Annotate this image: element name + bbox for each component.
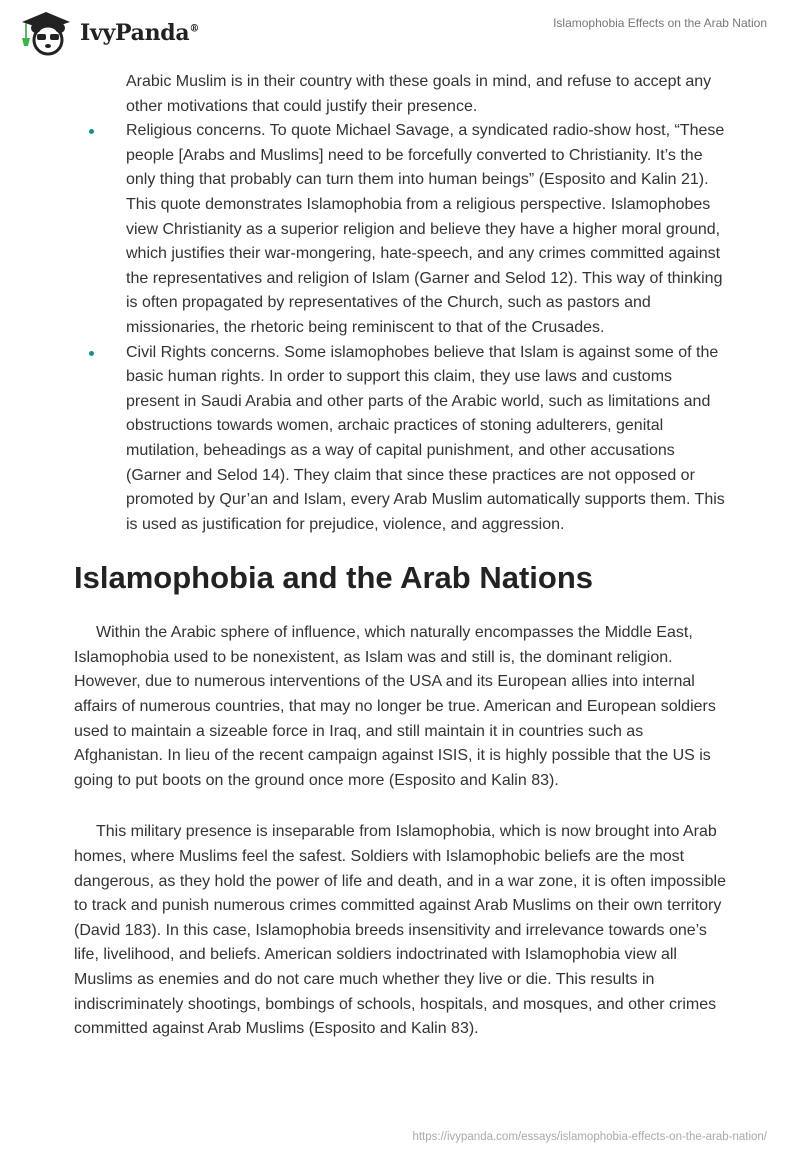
ivypanda-logo[interactable]	[18, 10, 199, 56]
brand-name: IvyPanda®	[80, 20, 200, 46]
paragraph: Within the Arabic sphere of influence, which naturally encompasses the Middle East, Islamophobia used to be nonexistent, as Islam was and still is, the dominant religion. However, due to numerous interventions of the USA and its European allies into internal affairs of numerous countries, that may no longer be true. American and European soldiers used to maintain a sizeable force in Iraq, and still maintain it in countries such as Afghanistan. In lieu of the recent campaign against ISIS, it is highly possible that the US is going to put boots on the ground once more (Esposito and Kalin 83).	[74, 624, 716, 789]
header	[0, 0, 800, 60]
bullet-list	[74, 119, 734, 537]
panda-graduate-icon	[18, 10, 74, 56]
bullet-icon	[89, 351, 94, 356]
list-item-text: Religious concerns. To quote Michael Savage, a syndicated radio-show host, “These people [Arabs and Muslims] need to be forcefully converted to Christianity. It’s the only thing that probably can turn them into human beings” (Esposito and Kalin 21). This quote demonstrates Islamophobia from a religious perspective. Islamophobes view Christianity as a superior religion and believe they have a higher moral ground, which justifies their war-mongering, hate-speech, and any crimes committed against the representatives and religion of Islam (Garner and Selod 12). This way of thinking is often propagated by representatives of the Church, such as pastors and missionaries, the rhetoric being reminiscent to that of the Crusades.	[126, 122, 725, 336]
essay-content	[74, 70, 734, 1069]
paragraph: This military presence is inseparable from Islamophobia, which is now brought into Arab homes, where Muslims feel the safest. Soldiers with Islamophobic beliefs are the most dangerous, as they hold the power of life and death, and in a war zone, it is often impossible to track and punish numerous crimes committed against Arab Muslims on their own territory (David 183). In this case, Islamophobia breeds insensitivity and irrelevance towards one’s life, livelihood, and beliefs. American soldiers indoctrinated with Islamophobia view all Muslims as enemies and do not care much whether they live or die. This results in indiscriminately shootings, bombings of schools, hospitals, and mosques, and other crimes committed against Arab Muslims (Esposito and Kalin 83).	[74, 823, 726, 1038]
list-item-text: Civil Rights concerns. Some islamophobes believe that Islam is against some of the basic human rights. In order to support this claim, they use laws and customs present in Saudi Arabia and other parts of the Arabic world, such as limitations and obstructions towards women, archaic practices of stoning adulterers, genital mutilation, beheadings as a way of capital punishment, and other accusations (Garner and Selod 14). They claim that since these practices are not opposed or promoted by Qur’an and Islam, every Arab Muslim automatically supports them. This is used as justification for prejudice, violence, and aggression.	[126, 343, 725, 533]
document-title: Islamophobia Effects on the Arab Nation	[553, 16, 767, 30]
continued-bullet-text: Arabic Muslim is in their country with these goals in mind, and refuse to accept any other motivations that could justify their presence.	[126, 73, 712, 115]
list-item	[74, 119, 726, 340]
bullet-icon	[89, 129, 94, 134]
list-item	[74, 341, 726, 538]
source-url[interactable]: https://ivypanda.com/essays/islamophobia-effects-on-the-arab-nation/	[412, 1131, 767, 1143]
section-heading: Islamophobia and the Arab Nations	[74, 560, 594, 596]
